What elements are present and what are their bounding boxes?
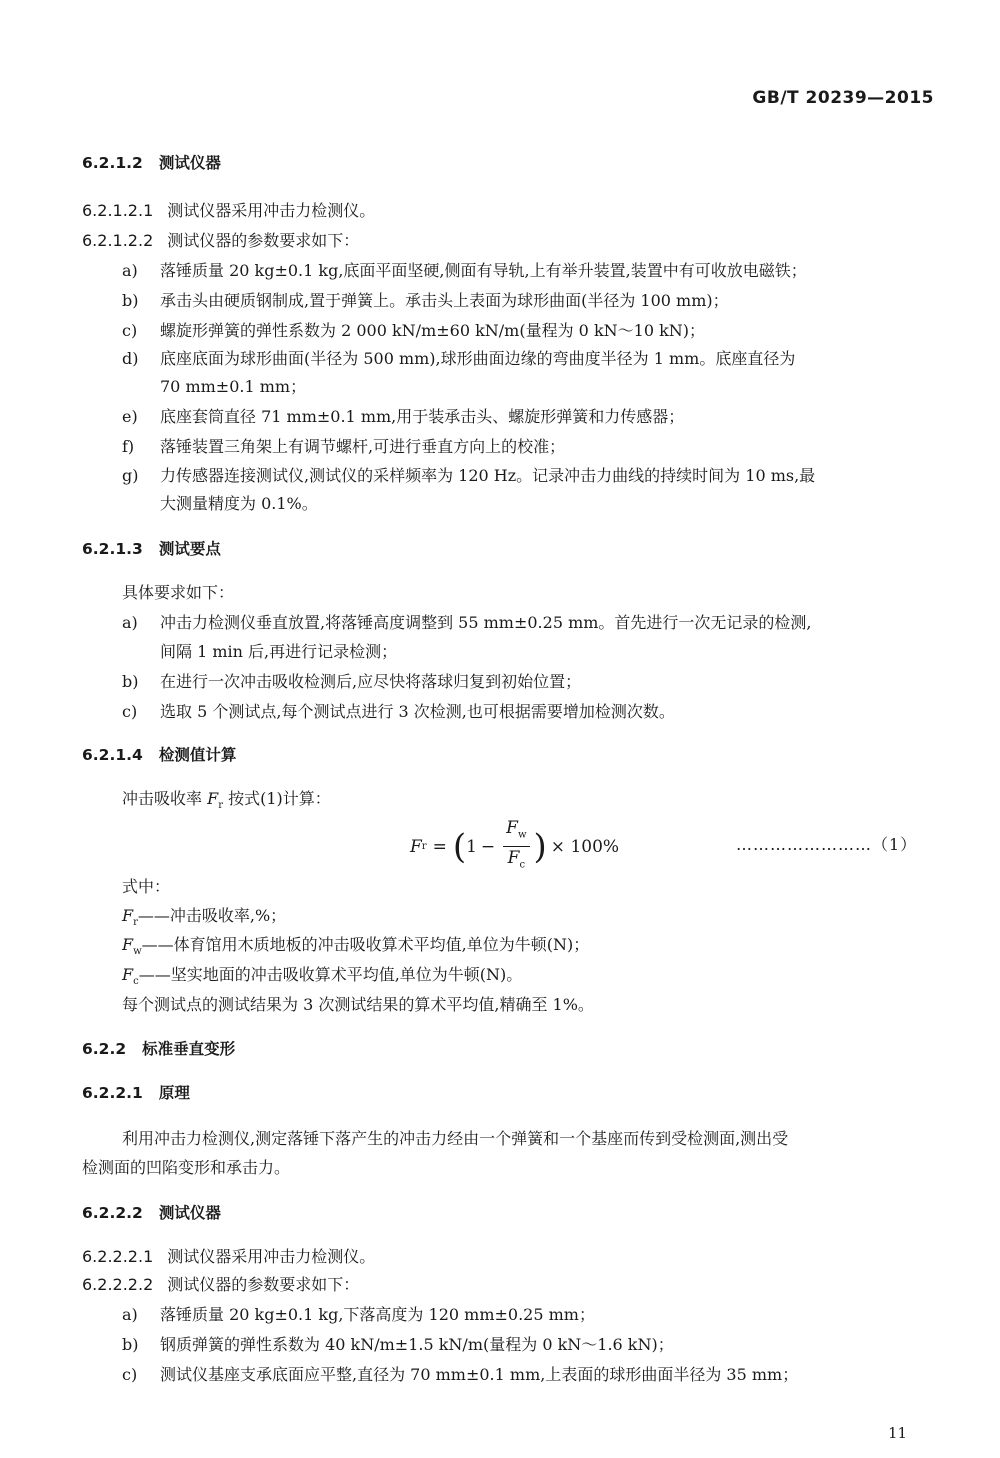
clause-6-2-1-2-2: 6.2.1.2.2 测试仪器的参数要求如下： [82, 231, 360, 250]
list-item: b) 在进行一次冲击吸收检测后,应尽快将落球归复到初始位置； [122, 672, 582, 691]
list-item-continuation: 大测量精度为 0.1%。 [160, 494, 318, 513]
list-item: c) 螺旋形弹簧的弹性系数为 2 000 kN/m±60 kN/m(量程为 0 kN～10 kN)； [122, 321, 706, 340]
symbol-definition: $F_w——$体育馆用木质地板的冲击吸收算术平均值,单位为牛顿(N)； [122, 935, 590, 958]
paragraph: 每个测试点的测试结果为 3 次测试结果的算术平均值,精确至 1%。 [122, 995, 594, 1014]
list-item: g) 力传感器连接测试仪,测试仪的采样频率为 120 Hz。记录冲击力曲线的持续时间为 10 ms,最 [122, 466, 816, 485]
paragraph: 利用冲击力检测仪,测定落锤下落产生的冲击力经由一个弹簧和一个基座而传到受检测面,测出受 [122, 1129, 789, 1148]
clause-6-2-1-2-1: 6.2.1.2.1 测试仪器采用冲击力检测仪。 [82, 201, 376, 220]
list-item: b) 承击头由硬质钢制成,置于弹簧上。承击头上表面为球形曲面(半径为 100 mm)； [122, 291, 729, 310]
standard-code: GB/T 20239—2015 [752, 88, 934, 108]
heading-6-2-1-4: 6.2.1.4 检测值计算 [82, 746, 237, 764]
list-item: c) 选取 5 个测试点,每个测试点进行 3 次检测,也可根据需要增加检测次数。 [122, 702, 675, 721]
list-item: b) 钢质弹簧的弹性系数为 40 kN/m±1.5 kN/m(量程为 0 kN～1.6 kN)； [122, 1335, 674, 1354]
equation-number: ……………………（1） [736, 835, 918, 854]
paragraph-continuation: 检测面的凹陷变形和承击力。 [82, 1158, 291, 1177]
list-item: a) 冲击力检测仪垂直放置,将落锤高度调整到 55 mm±0.25 mm。首先进行一次无记录的检测, [122, 613, 812, 632]
list-item: a) 落锤质量 20 kg±0.1 kg,下落高度为 120 mm±0.25 mm； [122, 1305, 595, 1324]
list-item-continuation: 70 mm±0.1 mm； [160, 377, 307, 396]
symbol-definition: $F_c——$坚实地面的冲击吸收算术平均值,单位为牛顿(N)。 [122, 965, 523, 988]
where-label: 式中： [122, 877, 171, 896]
symbol-definition: $F_r——$冲击吸收率,%； [122, 906, 287, 929]
page-number: 11 [888, 1424, 908, 1442]
paragraph: 具体要求如下： [122, 583, 235, 602]
list-item: e) 底座套筒直径 71 mm±0.1 mm,用于装承击头、螺旋形弹簧和力传感器； [122, 407, 685, 426]
fraction: $\frac{F_w}{F_c}$ [503, 818, 529, 876]
list-item: c) 测试仪基座支承底面应平整,直径为 70 mm±0.1 mm,上表面的球形曲面半径为 35 mm； [122, 1365, 799, 1384]
heading-6-2-1-3: 6.2.1.3 测试要点 [82, 540, 221, 558]
clause-6-2-2-2-2: 6.2.2.2.2 测试仪器的参数要求如下： [82, 1275, 360, 1294]
heading-6-2-2: 6.2.2 标准垂直变形 [82, 1040, 236, 1058]
clause-6-2-2-2-1: 6.2.2.2.1 测试仪器采用冲击力检测仪。 [82, 1247, 376, 1266]
heading-6-2-2-2: 6.2.2.2 测试仪器 [82, 1204, 221, 1222]
list-item: d) 底座底面为球形曲面(半径为 500 mm),球形曲面边缘的弯曲度半径为 1 mm。底座直径为 [122, 349, 796, 368]
list-item: f) 落锤装置三角架上有调节螺杆,可进行垂直方向上的校准； [122, 437, 566, 456]
heading-6-2-2-1: 6.2.2.1 原理 [82, 1084, 190, 1102]
paragraph: 冲击吸收率 $F_r$ 按式(1)计算： [122, 789, 331, 812]
list-item: a) 落锤质量 20 kg±0.1 kg,底面平面坚硬,侧面有导轨,上有举升装置,装置中有可收放电磁铁； [122, 261, 807, 280]
formula-1: F r = ( 1 − $\frac{F_w}{F_c}$ ) × 100% [410, 818, 619, 876]
list-item-continuation: 间隔 1 min 后,再进行记录检测； [160, 642, 398, 661]
heading-6-2-1-2: 6.2.1.2 测试仪器 [82, 154, 221, 172]
